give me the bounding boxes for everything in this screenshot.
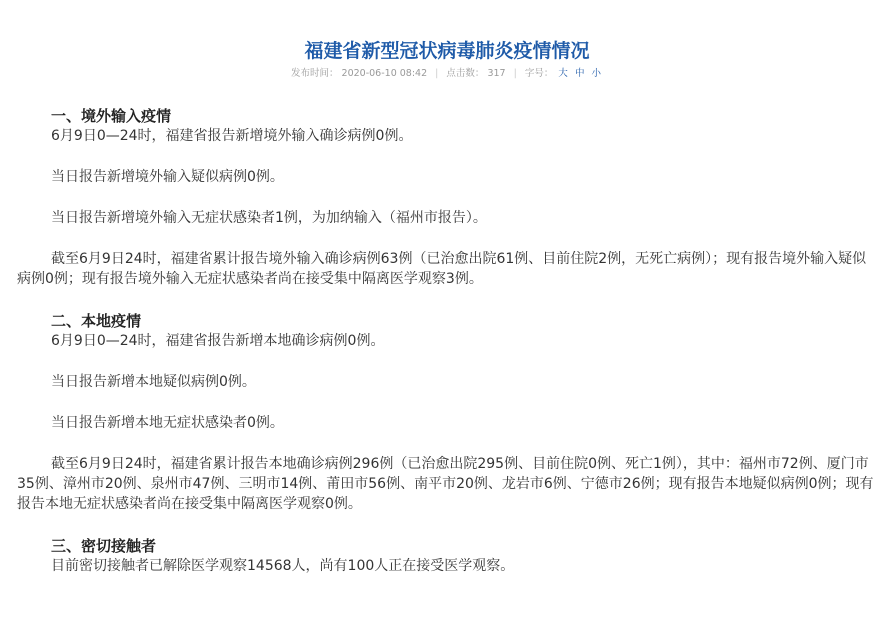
click-count: 317 xyxy=(487,68,506,79)
article-body xyxy=(17,106,879,576)
paragraph: 当日报告新增境外输入无症状感染者1例，为加纳输入（福州市报告）。 xyxy=(51,210,487,226)
paragraph: 当日报告新增本地疑似病例0例。 xyxy=(51,374,256,390)
font-size-large-link[interactable]: 大 xyxy=(558,68,568,79)
publish-time: 2020-06-10 08:42 xyxy=(341,68,428,79)
publish-time-label: 发布时间： xyxy=(290,68,339,79)
article-meta xyxy=(0,67,894,81)
paragraph: 截至6月9日24时，福建省累计报告本地确诊病例296例（已治愈出院295例、目前住院0例、死亡1例），其中：福州市72例、厦门市35例、漳州市20例、泉州市47例、三明市14例、莆田市56例、南平市20例、龙岩市6例、宁德市26例；现有报告本地疑似病例0例；现有报告本地无症状感染者尚在接受集中隔离医学观察0例。 xyxy=(17,456,874,512)
meta-divider: | xyxy=(435,68,439,79)
section-heading-close-contacts: 三、密切接触者 xyxy=(51,537,157,555)
paragraph: 6月9日0—24时，福建省报告新增境外输入确诊病例0例。 xyxy=(51,128,413,144)
meta-divider: | xyxy=(513,68,517,79)
paragraph: 目前密切接触者已解除医学观察14568人，尚有100人正在接受医学观察。 xyxy=(51,558,515,574)
section-heading-local: 二、本地疫情 xyxy=(51,312,142,330)
click-count-label: 点击数： xyxy=(446,68,485,79)
font-size-small-link[interactable]: 小 xyxy=(591,68,602,79)
font-size-label: 字号： xyxy=(524,68,554,79)
paragraph: 当日报告新增境外输入疑似病例0例。 xyxy=(51,169,284,185)
paragraph: 6月9日0—24时，福建省报告新增本地确诊病例0例。 xyxy=(51,333,385,349)
article-title: 福建省新型冠状病毒肺炎疫情情况 xyxy=(304,39,590,62)
section-heading-overseas: 一、境外输入疫情 xyxy=(51,107,172,125)
paragraph: 截至6月9日24时，福建省累计报告境外输入确诊病例63例（已治愈出院61例、目前住院2例，无死亡病例）；现有报告境外输入疑似病例0例；现有报告境外输入无症状感染者尚在接受集中隔离医学观察3例。 xyxy=(17,251,867,287)
font-size-medium-link[interactable]: 中 xyxy=(574,68,585,79)
paragraph: 当日报告新增本地无症状感染者0例。 xyxy=(51,415,284,431)
